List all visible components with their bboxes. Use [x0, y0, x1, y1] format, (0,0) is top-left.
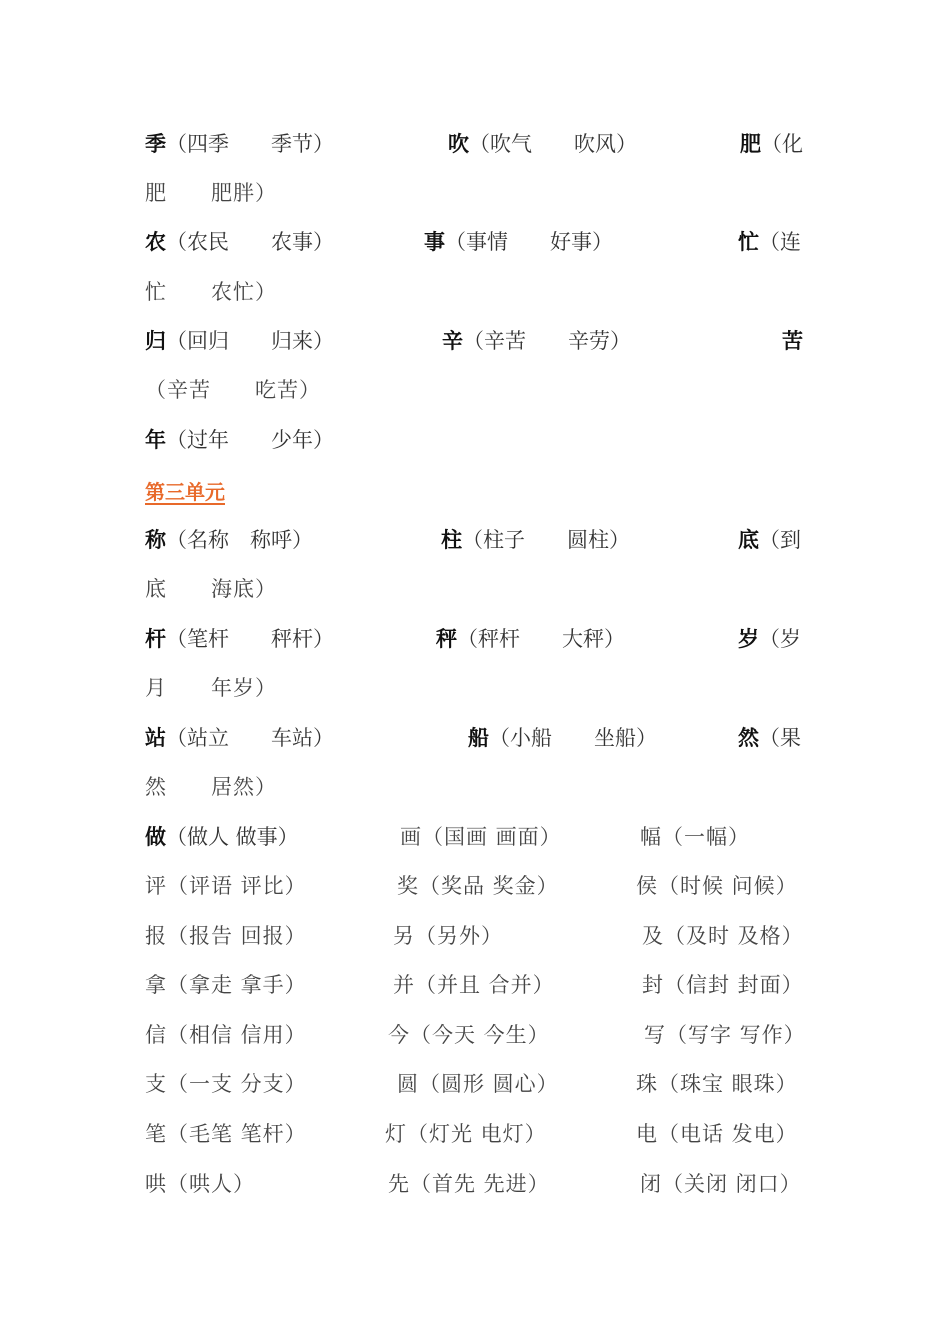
key-character: 然 [738, 725, 759, 750]
vocab-line [0, 569, 950, 609]
vocab-line [0, 866, 950, 906]
vocab-entry [640, 1164, 802, 1204]
example-words: （到 [759, 528, 801, 552]
vocab-line [0, 222, 950, 262]
vocab-entry [385, 1114, 547, 1154]
example-words: （名称 称呼） [166, 528, 313, 552]
vocab-entry [642, 916, 804, 956]
vocab-entry [145, 866, 307, 906]
key-character: 吹 [448, 131, 469, 156]
vocab-entry [145, 817, 299, 857]
key-character: 辛 [442, 328, 463, 353]
vocab-entry [640, 817, 750, 857]
vocab-line [0, 420, 950, 460]
example-words: 报（报告 回报） [145, 924, 307, 948]
example-words: （过年 少年） [166, 428, 334, 452]
example-words: （连 [759, 230, 801, 254]
vocab-line [0, 965, 950, 1005]
key-character: 站 [145, 725, 166, 750]
example-words: （小船 坐船） [489, 726, 657, 750]
vocab-entry [424, 222, 613, 262]
example-words: 然 居然） [145, 775, 277, 799]
example-words: （回归 归来） [166, 329, 334, 353]
vocab-entry [738, 619, 801, 659]
vocab-entry [145, 1064, 307, 1104]
example-words: （秤杆 大秤） [457, 627, 625, 651]
vocab-line [0, 124, 950, 164]
vocab-entry [145, 173, 277, 213]
vocab-entry [145, 668, 277, 708]
key-character: 季 [145, 131, 166, 156]
vocab-entry [145, 1164, 255, 1204]
vocab-entry [145, 321, 334, 361]
vocab-entry [145, 370, 321, 410]
vocab-line [0, 619, 950, 659]
vocab-entry [145, 1114, 307, 1154]
key-character: 船 [468, 725, 489, 750]
key-character: 柱 [441, 527, 462, 552]
vocab-entry [636, 1064, 798, 1104]
key-character: 称 [145, 527, 166, 552]
vocab-entry [441, 520, 630, 560]
example-words: （做人 做事） [166, 825, 299, 849]
vocab-entry [393, 916, 503, 956]
key-character: 底 [738, 527, 759, 552]
key-character: 岁 [738, 626, 759, 651]
vocab-entry [145, 767, 277, 807]
key-character: 事 [424, 229, 445, 254]
example-words: 写（写字 写作） [644, 1023, 806, 1047]
example-words: （农民 农事） [166, 230, 334, 254]
example-words: 评（评语 评比） [145, 874, 307, 898]
example-words: 珠（珠宝 眼珠） [636, 1072, 798, 1096]
vocab-entry [442, 321, 631, 361]
key-character: 苦 [782, 328, 803, 353]
example-words: 及（及时 及格） [642, 924, 804, 948]
example-words: 月 年岁） [145, 676, 277, 700]
vocab-entry [388, 1164, 550, 1204]
section-heading: 第三单元 [145, 480, 225, 504]
vocab-line [0, 1164, 950, 1204]
example-words: （岁 [759, 627, 801, 651]
vocab-entry [145, 520, 313, 560]
example-words: 圆（圆形 圆心） [397, 1072, 559, 1096]
example-words: 并（并且 合并） [393, 973, 555, 997]
example-words: （事情 好事） [445, 230, 613, 254]
example-words: （站立 车站） [166, 726, 334, 750]
vocab-entry [145, 420, 334, 460]
key-character: 做 [145, 824, 166, 849]
vocab-entry [145, 124, 334, 164]
vocab-entry [642, 965, 804, 1005]
vocab-line [0, 1114, 950, 1154]
key-character: 归 [145, 328, 166, 353]
vocab-line [0, 173, 950, 213]
example-words: 拿（拿走 拿手） [145, 973, 307, 997]
example-words: （笔杆 秤杆） [166, 627, 334, 651]
vocab-entry [145, 965, 307, 1005]
example-words: 先（首先 先进） [388, 1172, 550, 1196]
example-words: （柱子 圆柱） [462, 528, 630, 552]
vocab-entry [636, 866, 798, 906]
example-words: （吹气 吹风） [469, 132, 637, 156]
example-words: 侯（时候 问候） [636, 874, 798, 898]
example-words: 另（另外） [393, 924, 503, 948]
vocab-entry [738, 718, 801, 758]
key-character: 肥 [740, 131, 761, 156]
vocab-entry [400, 817, 562, 857]
vocab-entry [397, 1064, 559, 1104]
example-words: 电（电话 发电） [636, 1122, 798, 1146]
example-words: 画（国画 画面） [400, 825, 562, 849]
vocab-entry [145, 718, 334, 758]
vocab-entry [388, 1015, 550, 1055]
vocab-entry [448, 124, 637, 164]
vocab-line [0, 272, 950, 312]
vocab-entry [145, 222, 334, 262]
vocab-entry [145, 1015, 307, 1055]
vocab-entry [740, 124, 803, 164]
vocab-line [0, 1064, 950, 1104]
vocab-line [0, 767, 950, 807]
example-words: 灯（灯光 电灯） [385, 1122, 547, 1146]
vocab-entry [397, 866, 559, 906]
vocab-entry [145, 619, 334, 659]
vocab-line [0, 916, 950, 956]
vocab-line [0, 718, 950, 758]
vocab-entry [636, 1114, 798, 1154]
example-words: （化 [761, 132, 803, 156]
example-words: （四季 季节） [166, 132, 334, 156]
example-words: 肥 肥胖） [145, 181, 277, 205]
vocab-line [0, 321, 950, 361]
example-words: （辛苦 吃苦） [145, 378, 321, 402]
example-words: 幅（一幅） [640, 825, 750, 849]
vocab-entry [393, 965, 555, 1005]
vocab-entry [738, 222, 801, 262]
example-words: （辛苦 辛劳） [463, 329, 631, 353]
vocab-line [0, 668, 950, 708]
example-words: 奖（奖品 奖金） [397, 874, 559, 898]
vocab-line [0, 817, 950, 857]
key-character: 杆 [145, 626, 166, 651]
example-words: 忙 农忙） [145, 280, 277, 304]
example-words: 封（信封 封面） [642, 973, 804, 997]
vocab-line [0, 520, 950, 560]
example-words: 信（相信 信用） [145, 1023, 307, 1047]
vocab-entry [644, 1015, 806, 1055]
vocab-entry [782, 321, 803, 361]
vocab-line [0, 370, 950, 410]
vocab-entry [145, 569, 277, 609]
vocab-entry [436, 619, 625, 659]
example-words: （果 [759, 726, 801, 750]
example-words: 闭（关闭 闭口） [640, 1172, 802, 1196]
key-character: 农 [145, 229, 166, 254]
vocab-entry [145, 272, 277, 312]
example-words: 哄（哄人） [145, 1172, 255, 1196]
vocab-line [0, 1015, 950, 1055]
example-words: 笔（毛笔 笔杆） [145, 1122, 307, 1146]
example-words: 今（今天 今生） [388, 1023, 550, 1047]
key-character: 忙 [738, 229, 759, 254]
vocab-entry [145, 916, 307, 956]
key-character: 秤 [436, 626, 457, 651]
key-character: 年 [145, 427, 166, 452]
vocab-entry [468, 718, 657, 758]
example-words: 底 海底） [145, 577, 277, 601]
vocab-entry [738, 520, 801, 560]
example-words: 支（一支 分支） [145, 1072, 307, 1096]
